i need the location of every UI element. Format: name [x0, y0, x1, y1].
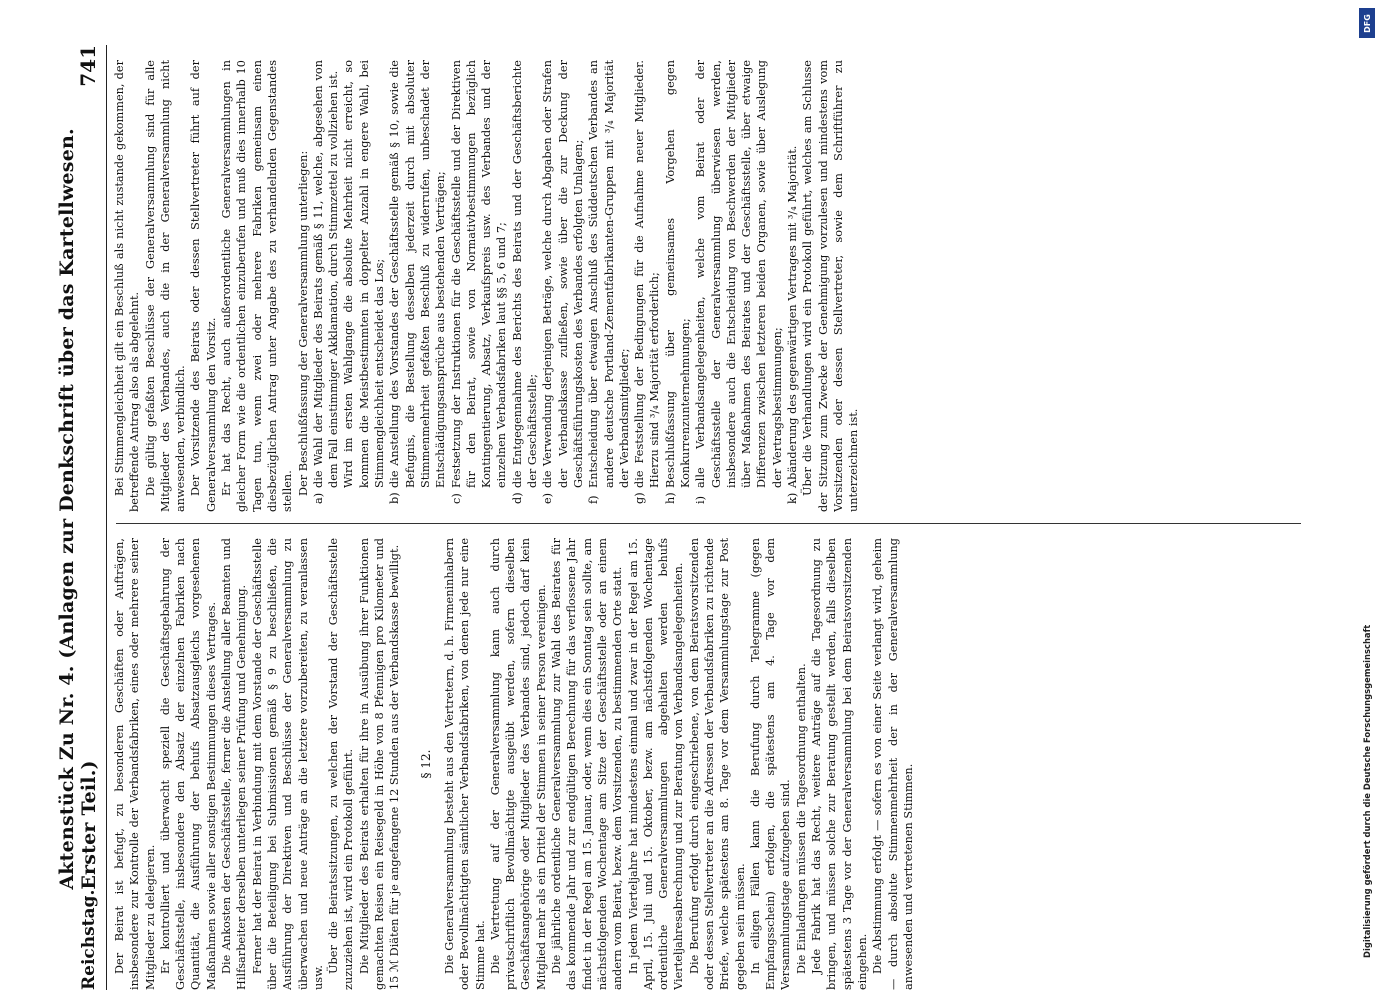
left-column: [112, 538, 1310, 990]
list-item-text: Entscheidung über etwaigen Anschluß des Süddeutschen Verbandes an andere deutsche Portland-Zementfabrikanten-Gruppen mit ³/₄ Majorität der Verbandsmitglieder;: [587, 60, 631, 488]
list-item-letter: h): [663, 492, 677, 504]
paragraph: Über die Verhandlungen wird ein Protokoll geführt, welches am Schlusse der Sitzung zum Zwecke der Genehmigung vorzulesen und mindestens vom Vorsitzenden oder dessen Stellvertreter, sowie dem Schriftführer zu unterzeichnen ist.: [801, 60, 861, 512]
list-item-text: die Wahl der Mitglieder des Beirats gemäß § 11, welche, abgesehen von dem Fall einstimmiger Akklamation, durch Stimmzettel zu vollziehen ist.: [311, 60, 341, 488]
paragraph: In jedem Vierteljahre hat mindestens einmal und zwar in der Regel am 15. April, 15. Juli und 15. Oktober, bezw. am nächstfolgenden Wochentage ordentliche Generalversammlungen abgehalten werden behufs Vierteljahresabrechnung und zur Beratung von Verbandsangelegenheiten.: [626, 538, 686, 990]
paragraph: Die Abstimmung erfolgt — sofern es von einer Seite verlangt wird, geheim — durch absolute Stimmenmehrheit der in der Generalversammlung anwesenden und vertretenen Stimmen.: [871, 538, 915, 990]
list-item-letter: d): [510, 492, 524, 504]
running-header: [56, 45, 107, 990]
header-left: Reichstag.: [79, 889, 99, 990]
paragraph: Der Beschlußfassung der Generalversammlung unterliegen:: [296, 150, 310, 496]
list-item: [785, 60, 800, 512]
list-item-letter: b): [388, 492, 402, 504]
page-content: [56, 45, 1320, 990]
paragraph: Jede Fabrik hat das Recht, weitere Anträge auf die Tagesordnung zu bringen, und müssen solche zur Beratung gestellt werden, falls dieselben spätestens 3 Tage vor der Generalversammlung bei dem Beiratsvorsitzenden eingehen.: [810, 538, 869, 990]
list-item: [387, 60, 448, 512]
paragraph: In eiligen Fällen kann die Berufung durch Telegramme (gegen Empfangsschein) erfolgen, die spätestens am 4. Tage vor dem Versammlungstage aufzugeben sind.: [748, 538, 793, 990]
paragraph: Die Einladungen müssen die Tagesordnung enthalten.: [794, 663, 808, 974]
section-heading: § 12.: [418, 749, 433, 779]
paragraph: Ferner hat der Beirat in Verbindung mit dem Vorstande der Geschäftsstelle über die Beteiligung bei Submissionen gemäß § 9 zu beschließen, die Ausführung der Direktiven und Beschlüsse der Generalversammlung zu überwachen und neue Anträge an die letztere vorzubereiten, zu veranlassen usw.: [250, 538, 325, 990]
list-item-text: die Verwendung derjenigen Beträge, welche durch Abgaben oder Strafen der Verbandskasse zufließen, sowie über die zur Deckung der Geschäftsführungskosten des Verbandes erfolgten Umlagen;: [541, 60, 585, 488]
list-item: [449, 60, 510, 512]
digitization-credit: Digitalisierung gefördert durch die Deutsche Forschungsgemeinschaft: [1362, 624, 1372, 958]
list-item-text: Festsetzung der Instruktionen für die Geschäftsstelle und der Direktiven für den Beirat, sowie von Normativbestimmungen bezüglich Kontingentierung, Absatz, Verkaufspreis usw. des Verbandes und der einzelnen Verbandsfabriken laut §§ 5, 6 und 7;: [449, 60, 509, 488]
paragraph: Die Mitglieder des Beirats erhalten für ihre in Ausübung ihrer Funktionen gemachten Reisen ein Reisegeld in Höhe von 8 Pfennigen pro Kilometer und 15 ℳ Diäten für je angefangene 12 Stunden aus der Verbandskasse bewilligt.: [357, 538, 402, 990]
list-item-letter: a): [311, 492, 325, 504]
list-item-text: Abänderung des gegenwärtigen Vertrages mit ³/₄ Majorität.: [786, 145, 800, 488]
paragraph: Der Vorsitzende des Beirats oder dessen Stellvertreter führt auf der Generalversammlung den Vorsitz.: [189, 60, 218, 512]
list-item-letter: c): [449, 493, 463, 504]
list-item-text: die Anstellung des Vorstandes der Geschäftsstelle gemäß § 10, sowie die Befugnis, die Bestellung desselben jederzeit durch mit absoluter Stimmenmehrheit gefaßten Beschluß zu widerrufen, unbeschadet der Entschädigungsansprüche aus bestehenden Verträgen;: [388, 60, 448, 488]
paragraph: Die Ankosten der Geschäftsstelle, ferner die Anstellung aller Beamten und Hilfsarbeiter derselben unterliegen seiner Prüfung und Genehmigung.: [220, 538, 249, 990]
paragraph: Er kontrolliert und überwacht speziell die Geschäftsgebahrung der Geschäftsstelle, insbesondere den Absatz der einzelnen Fabriken nach Quantität, die Ausführung der behufs Absatzausgleichs vorgesehenen Maßnahmen sowie aller sonstigen Bestimmungen dieses Vertrages.: [158, 538, 218, 990]
paragraph: Die jährliche ordentliche Generalversammlung zur Wahl des Beirates für das kommende Jahr und zur endgültigen Berechnung für das verflossene Jahr findet in der Regel am 15. Januar, oder, wenn dies ein Sonntag sein sollte, am nächstfolgenden Wochentage am Sitze der Geschäftsstelle oder an einem andern vom Beirat, bezw. dem Vorsitzenden, zu bestimmenden Orte statt.: [550, 538, 625, 990]
digitization-note: [1351, 0, 1381, 1000]
list-item-letter: g): [633, 492, 647, 504]
paragraph: Er hat das Recht, auch außerordentliche Generalversammlungen in gleicher Form wie die ordentlichen einzuberufen und muß dies innerhalb 10 Tagen tun, wenn zwei oder mehrere Fabriken gemeinsam einen diesbezüglichen Antrag unter Angabe des zu verhandelnden Gegenstandes stellen.: [220, 60, 295, 512]
list-item-letter: e): [541, 492, 555, 504]
list-item: [341, 60, 387, 512]
list-item: [663, 60, 694, 512]
dfg-logo-text: DFG: [1362, 13, 1372, 33]
list-item-text: Wird im ersten Wahlgange die absolute Mehrheit nicht erreicht, so kommen die Meistbestimmten in doppelter Anzahl in engere Wahl, bei Stimmengleichheit entscheidet das Los;: [342, 60, 387, 488]
list-item: [311, 60, 342, 512]
paragraph: Bei Stimmengleichheit gilt ein Beschluß als nicht zustande gekommen, der betreffende Antrag also als abgelehnt.: [113, 60, 142, 512]
header-title: Aktenstück Zu Nr. 4. (Anlagen zur Denkschrift über das Kartellwesen. Erster Teil.): [56, 128, 100, 890]
column-divider: [116, 523, 1301, 524]
list-item-text: die Entgegennahme des Berichts des Beirats und der Geschäftsberichte der Geschäftsstelle;: [510, 60, 540, 488]
paragraph: Über die Beiratssitzungen, zu welchen der Vorstand der Geschäftsstelle zuzuziehen ist, wird ein Protokoll geführt.: [327, 538, 356, 990]
paragraph: Die Vertretung auf der Generalversammlung kann auch durch privatschriftlich Bevollmächtigte ausgeübt werden, sofern dieselben Geschäftsangehörige oder Mitglieder des Verbandes sind, jedoch darf kein Mitglied mehr als ein Drittel der Stimmen in seiner Person vereinigen.: [488, 538, 548, 990]
list-item: [632, 60, 663, 512]
list-item-text: alle Verbandsangelegenheiten, welche vom Beirat oder der Geschäftsstelle der Generalversammlung überwiesen werden, insbesondere auch die Entscheidung von Beschwerden der Mitglieder über Maßnahmen des Beirates und der Geschäftsstelle, über etwaige Differenzen zwischen letzteren beiden Organen, sowie über Auslegung der Vertragsbestimmungen;: [694, 60, 784, 488]
list-item-letter: k): [786, 492, 800, 504]
list-item-letter: i): [694, 495, 708, 504]
list-item: [693, 60, 785, 512]
paragraph: Der Beirat ist befugt, zu besonderen Geschäften oder Aufträgen, insbesondere zur Kontrolle der Verbandsfabriken, eines oder mehrere seiner Mitglieder zu delegieren.: [113, 538, 157, 990]
paragraph: Die Berufung erfolgt durch eingeschriebene, von dem Beiratsvorsitzenden oder dessen Stellvertreter an die Adressen der Verbandsfabriken zu richtende Briefe, welche spätestens am 8. Tage vor dem Versammlungstage zur Post gegeben sein müssen.: [687, 538, 747, 990]
paragraph: Die gültig gefaßten Beschlüsse der Generalversammlung sind für alle Mitglieder des Verbandes, auch die in der Generalversammlung nicht anwesenden, verbindlich.: [143, 60, 188, 512]
list-item: [510, 60, 541, 512]
list-item-text: die Feststellung der Bedingungen für die Aufnahme neuer Mitglieder. Hierzu sind ³/₄ Majorität erforderlich;: [633, 60, 662, 488]
page-number: 741: [76, 45, 100, 87]
list-item: [586, 60, 632, 512]
dfg-logo: [1359, 8, 1375, 38]
list-item: [540, 60, 586, 512]
resolution-list: [311, 60, 801, 512]
paragraph: Die Generalversammlung besteht aus den Vertretern, d. h. Firmeninhabern oder Bevollmächtigten sämtlicher Verbandsfabriken, von denen jede nur eine Stimme hat.: [442, 538, 487, 990]
list-item-text: Beschlußfassung über gemeinsames Vorgehen gegen Konkurrenzunternehmungen;: [663, 60, 692, 488]
right-column: [112, 60, 1310, 512]
list-item-letter: f): [587, 495, 601, 504]
